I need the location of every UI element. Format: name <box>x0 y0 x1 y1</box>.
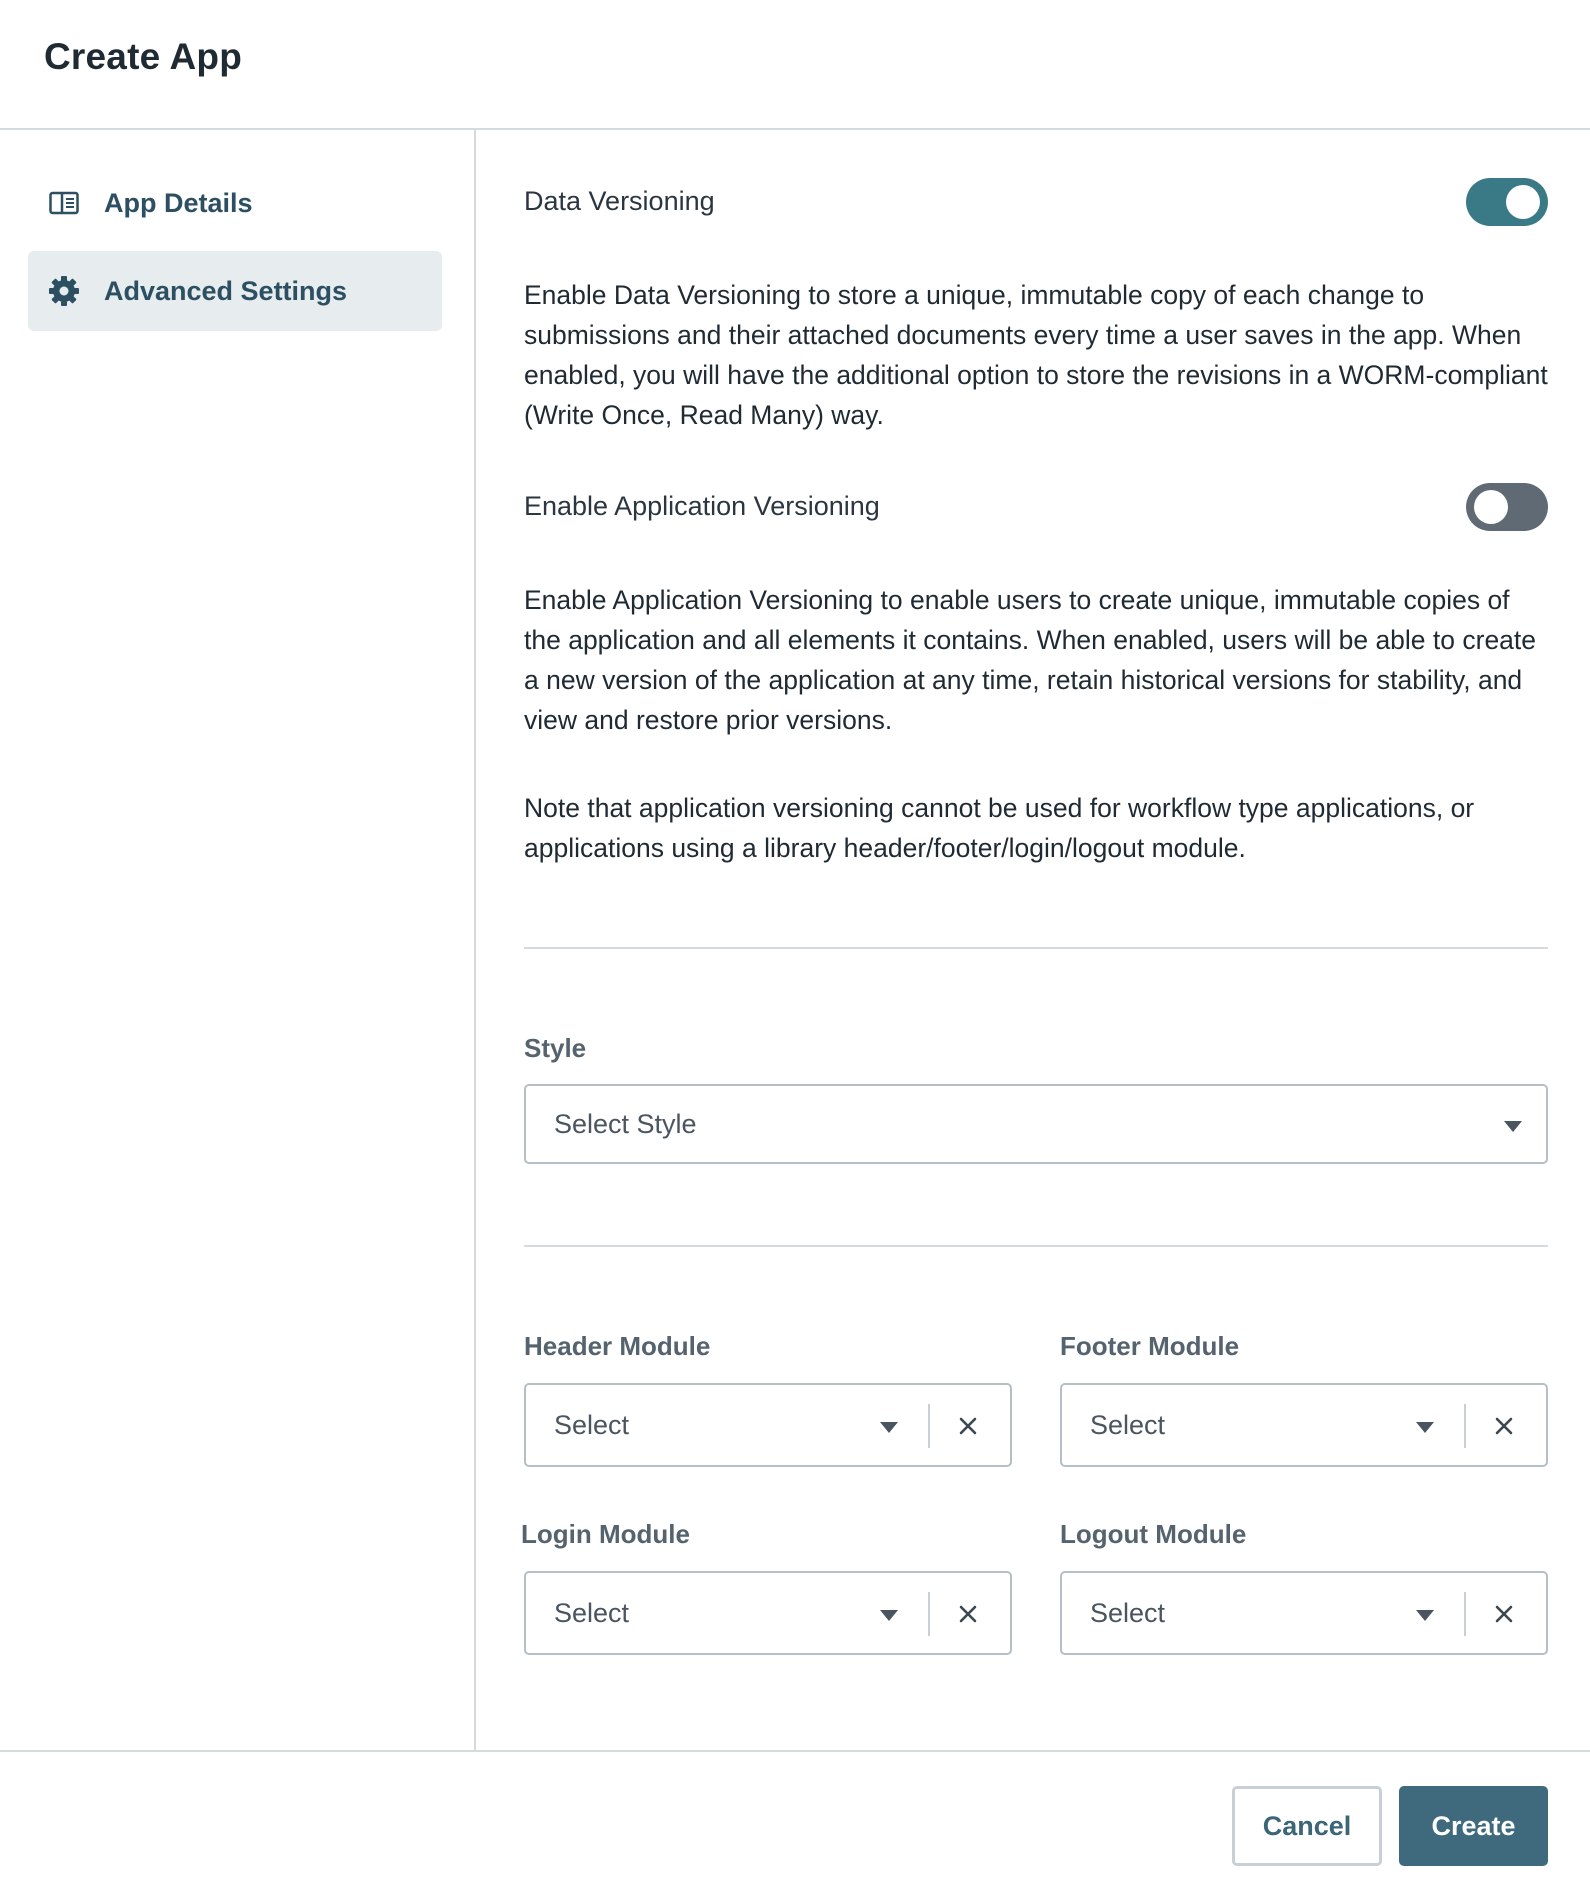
section-divider <box>524 947 1548 949</box>
data-versioning-toggle[interactable] <box>1466 178 1548 226</box>
logout-module-select[interactable] <box>1060 1571 1548 1655</box>
logout-module-value: Select <box>1090 1598 1166 1628</box>
select-separator <box>928 1404 930 1448</box>
app-versioning-row <box>524 483 1548 533</box>
sidebar-item-advanced-settings[interactable] <box>28 251 442 331</box>
cancel-button[interactable]: Cancel <box>1232 1786 1382 1866</box>
modal-footer <box>0 1750 1590 1886</box>
footer-module-label: Footer Module <box>1060 1331 1240 1361</box>
chevron-down-icon <box>880 1610 898 1621</box>
chevron-down-icon <box>1504 1121 1522 1132</box>
app-versioning-note: Note that application versioning cannot be used for workflow type applications, or applications using a library header/footer/login/logout module. <box>524 793 1475 863</box>
modal-header <box>0 0 1590 130</box>
toggle-knob <box>1506 185 1540 219</box>
clear-icon[interactable] <box>946 1404 990 1448</box>
data-versioning-label: Data Versioning <box>524 186 715 216</box>
login-module-label: Login Module <box>521 1519 690 1549</box>
app-versioning-label: Enable Application Versioning <box>524 491 880 521</box>
login-module-value: Select <box>554 1598 630 1628</box>
sidebar-item-label: Advanced Settings <box>104 275 348 306</box>
section-divider <box>524 1245 1548 1247</box>
clear-icon[interactable] <box>1482 1592 1526 1636</box>
select-separator <box>1464 1592 1466 1636</box>
toggle-knob <box>1474 490 1508 524</box>
clear-icon[interactable] <box>946 1592 990 1636</box>
footer-module-value: Select <box>1090 1410 1166 1440</box>
footer-module-select[interactable] <box>1060 1383 1548 1467</box>
login-module-select[interactable] <box>524 1571 1012 1655</box>
data-versioning-description: Enable Data Versioning to store a unique, immutable copy of each change to submissions and their attached documents every time a user saves in the app. When enabled, you will have the additional option to store the revisions in a WORM-compliant (Write Once, Read Many) way. <box>524 280 1548 430</box>
create-button[interactable]: Create <box>1399 1786 1548 1866</box>
chevron-down-icon <box>880 1422 898 1433</box>
style-select[interactable] <box>524 1084 1548 1164</box>
header-module-label: Header Module <box>524 1331 711 1361</box>
app-versioning-toggle[interactable] <box>1466 483 1548 531</box>
chevron-down-icon <box>1416 1610 1434 1621</box>
chevron-down-icon <box>1416 1422 1434 1433</box>
gear-icon <box>48 275 80 307</box>
data-versioning-row <box>524 178 1548 228</box>
header-module-select[interactable] <box>524 1383 1012 1467</box>
select-separator <box>928 1592 930 1636</box>
style-label: Style <box>524 1033 587 1063</box>
logout-module-label: Logout Module <box>1060 1519 1247 1549</box>
style-select-value: Select Style <box>554 1109 697 1139</box>
book-open-icon <box>48 187 80 219</box>
header-module-value: Select <box>554 1410 630 1440</box>
select-separator <box>1464 1404 1466 1448</box>
clear-icon[interactable] <box>1482 1404 1526 1448</box>
app-versioning-description: Enable Application Versioning to enable users to create unique, immutable copies of the application and all elements it contains. When enabled, users will be able to create a new version of the application at any time, retain historical versions for stability, and view and restore prior versions. <box>524 585 1537 735</box>
sidebar-item-app-details[interactable] <box>28 163 442 243</box>
sidebar <box>0 130 476 1752</box>
sidebar-item-label: App Details <box>104 187 253 218</box>
modal-title: Create App <box>44 36 243 77</box>
